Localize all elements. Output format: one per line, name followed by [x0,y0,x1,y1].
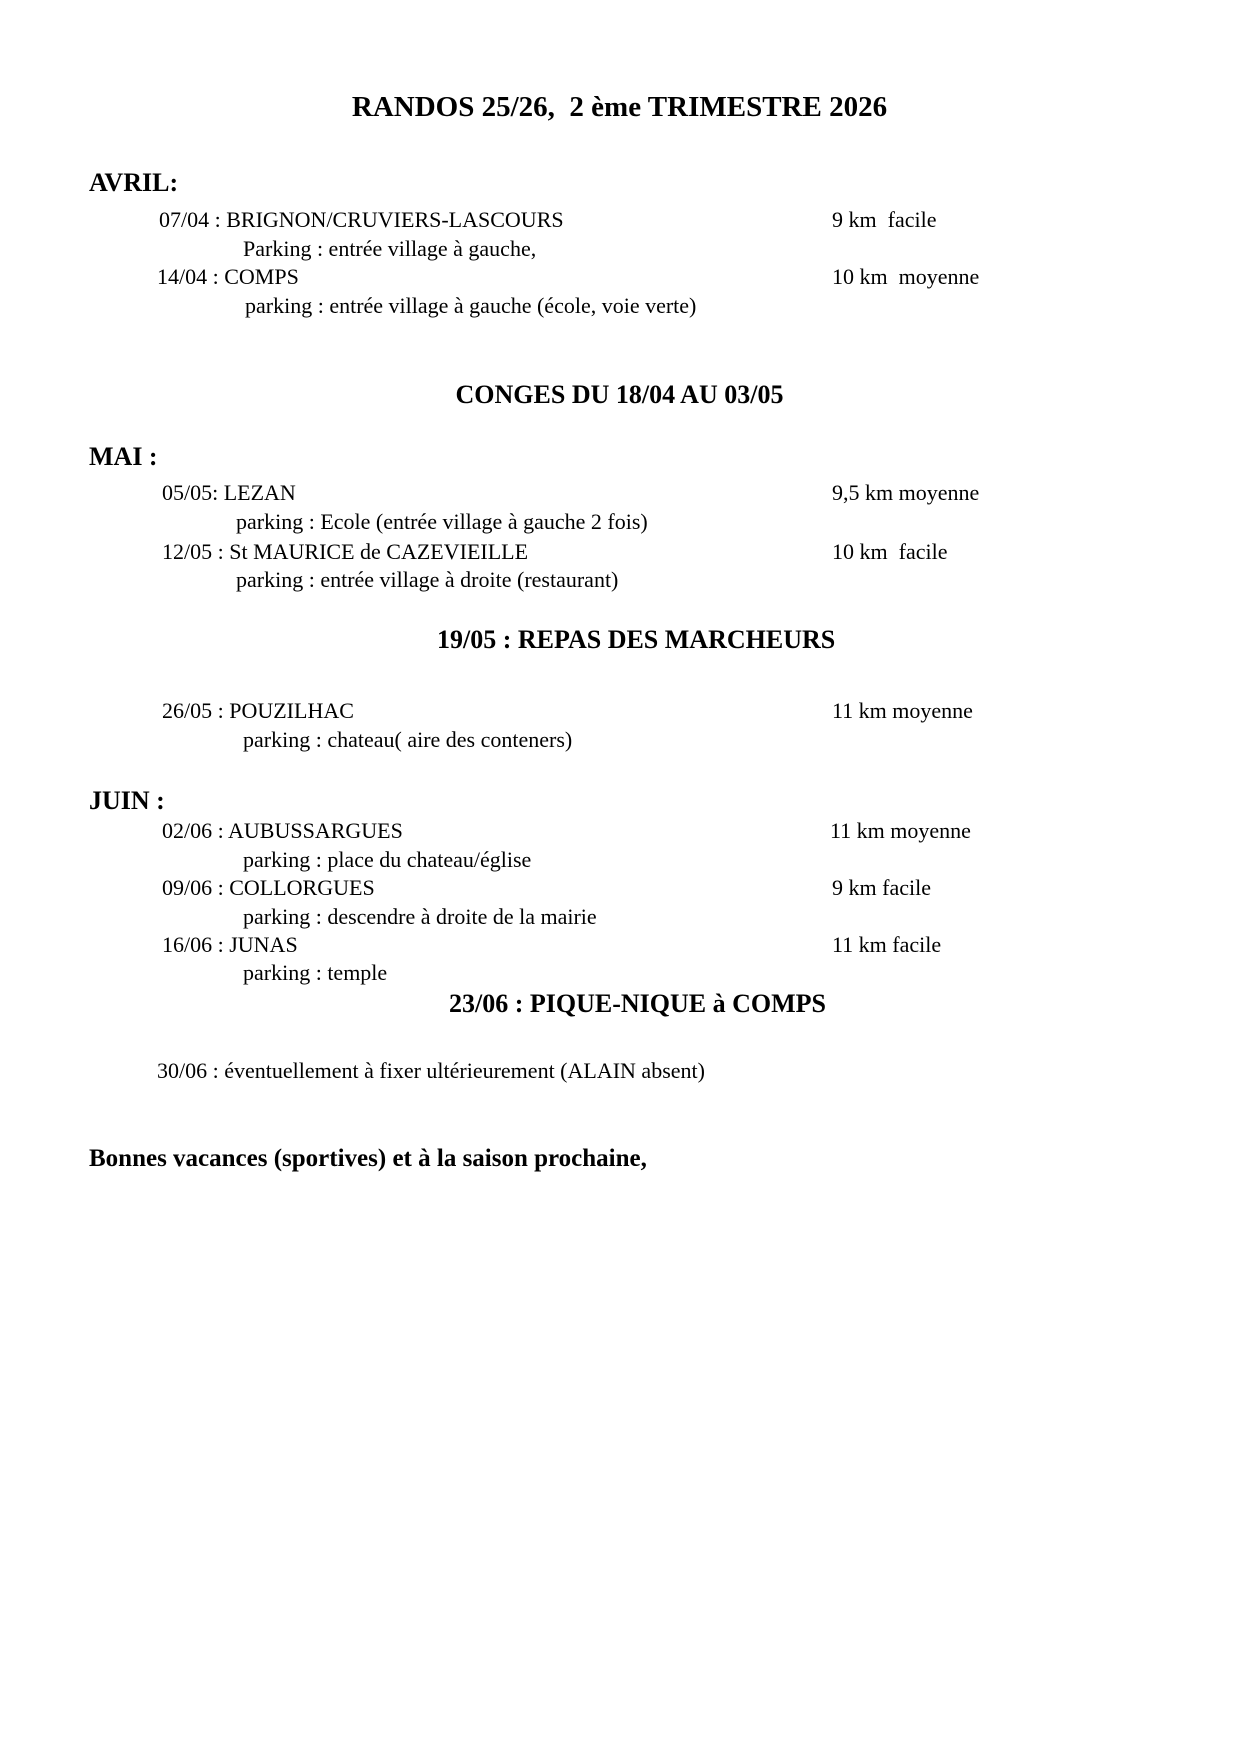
hike-date-place: 16/06 : JUNAS [162,932,298,957]
hike-distance: 9 km facile [832,875,931,900]
note-30-06: 30/06 : éventuellement à fixer ultérieurement (ALAIN absent) [157,1058,705,1083]
holiday-notice: CONGES DU 18/04 AU 03/05 [455,380,784,409]
hike-date-place: 02/06 : AUBUSSARGUES [162,818,403,843]
hike-parking: parking : temple [243,960,388,985]
hike-date-place: 26/05 : POUZILHAC [162,698,354,723]
month-heading-juin: JUIN : [89,786,165,815]
hike-parking: Parking : entrée village à gauche, [243,236,537,261]
hike-parking: parking : entrée village à gauche (école, voie verte) [245,293,697,318]
hike-parking: parking : entrée village à droite (restaurant) [236,567,619,592]
event-repas: 19/05 : REPAS DES MARCHEURS [437,625,836,654]
hike-parking: parking : descendre à droite de la mairie [243,904,597,929]
hike-date-place: 05/05: LEZAN [162,480,296,505]
hike-distance: 9,5 km moyenne [832,480,980,505]
hike-parking: parking : chateau( aire des conteners) [243,727,573,752]
hike-parking: parking : place du chateau/église [243,847,532,872]
page-title: RANDOS 25/26, 2 ème TRIMESTRE 2026 [351,91,888,123]
hike-date-place: 12/05 : St MAURICE de CAZEVIEILLE [162,539,529,564]
event-pique-nique: 23/06 : PIQUE-NIQUE à COMPS [449,989,826,1018]
hike-parking: parking : Ecole (entrée village à gauche 2 fois) [236,509,648,534]
closing-message: Bonnes vacances (sportives) et à la saison prochaine, [89,1145,647,1172]
hike-date-place: 09/06 : COLLORGUES [162,875,375,900]
month-heading-avril: AVRIL: [89,168,179,197]
hike-distance: 11 km moyenne [832,698,973,723]
hike-distance: 11 km moyenne [830,818,971,843]
hike-date-place: 07/04 : BRIGNON/CRUVIERS-LASCOURS [159,207,564,232]
hike-distance: 11 km facile [832,932,942,957]
hike-distance: 9 km facile [832,207,937,232]
hike-distance: 10 km moyenne [832,264,980,289]
month-heading-mai: MAI : [89,442,158,471]
hike-distance: 10 km facile [832,539,948,564]
hike-date-place: 14/04 : COMPS [157,264,299,289]
